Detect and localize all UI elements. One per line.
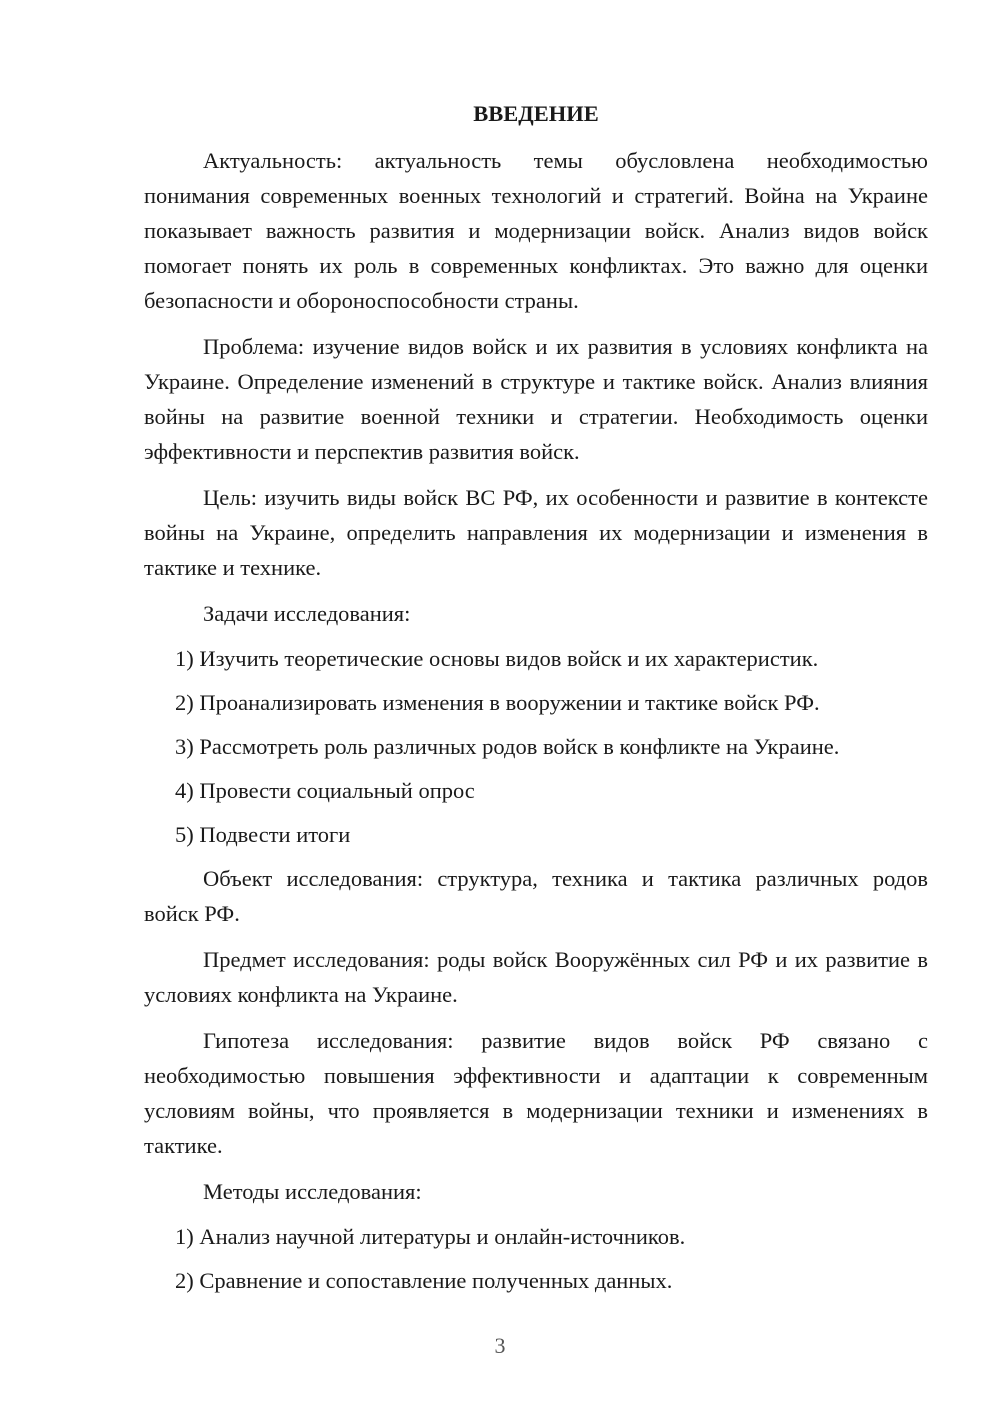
task-item: 1) Изучить теоретические основы видов войск и их характеристик. bbox=[175, 646, 819, 671]
goal-paragraph: Цель: изучить виды войск ВС РФ, их особенности и развитие в контексте войны на Украине, определить направления их модернизации и изменения в тактике и технике. bbox=[144, 485, 928, 580]
methods-list bbox=[144, 1219, 928, 1298]
subject-paragraph: Предмет исследования: роды войск Вооружённых сил РФ и их развитие в условиях конфликта на Украине. bbox=[144, 947, 928, 1007]
task-item: 4) Провести социальный опрос bbox=[175, 778, 475, 803]
task-item: 2) Проанализировать изменения в вооружении и тактике войск РФ. bbox=[175, 690, 820, 715]
task-item: 3) Рассмотреть роль различных родов войск в конфликте на Украине. bbox=[175, 734, 840, 759]
methods-label: Методы исследования: bbox=[203, 1179, 422, 1204]
method-item: 1) Анализ научной литературы и онлайн-источников. bbox=[175, 1224, 686, 1249]
document-body bbox=[144, 96, 928, 1307]
relevance-paragraph: Актуальность: актуальность темы обусловлена необходимостью понимания современных военных технологий и стратегий. Война на Украине показывает важность развития и модернизации войск. Анализ видов войск помогает понять их роль в современных конфликтах. Это важно для оценки безопасности и обороноспособности страны. bbox=[144, 148, 928, 313]
tasks-list bbox=[144, 641, 928, 852]
section-heading: ВВЕДЕНИЕ bbox=[473, 101, 599, 126]
hypothesis-paragraph: Гипотеза исследования: развитие видов войск РФ связано с необходимостью повышения эффективности и адаптации к современным условиям войны, что проявляется в модернизации техники и изменениях в тактике. bbox=[144, 1028, 928, 1158]
object-paragraph: Объект исследования: структура, техника и тактика различных родов войск РФ. bbox=[144, 866, 928, 926]
task-item: 5) Подвести итоги bbox=[175, 822, 351, 847]
page-number: 3 bbox=[494, 1333, 506, 1358]
tasks-label: Задачи исследования: bbox=[203, 601, 411, 626]
problem-paragraph: Проблема: изучение видов войск и их развития в условиях конфликта на Украине. Определение изменений в структуре и тактике войск. Анализ влияния войны на развитие военной техники и стратегии. Необходимость оценки эффективности и перспектив развития войск. bbox=[144, 334, 928, 464]
method-item: 2) Сравнение и сопоставление полученных данных. bbox=[175, 1268, 673, 1293]
